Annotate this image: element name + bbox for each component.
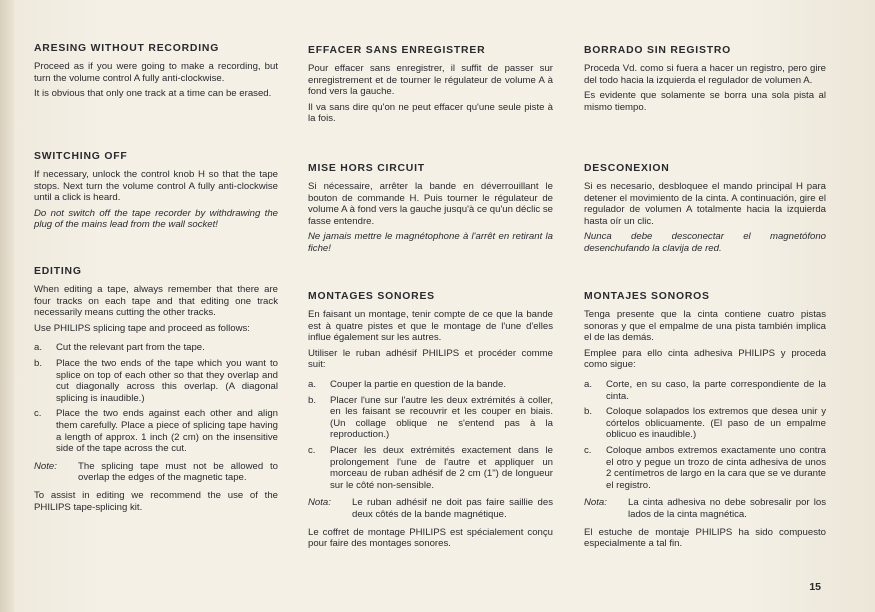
list-marker: a. bbox=[308, 378, 317, 390]
list-marker: a. bbox=[584, 378, 593, 390]
list-text: Couper la partie en question de la bande. bbox=[330, 378, 507, 390]
list-item bbox=[308, 395, 553, 441]
section-desconexion bbox=[584, 163, 826, 259]
section-title: MONTAJES SONOROS bbox=[584, 291, 710, 302]
section-title: MONTAGES SONORES bbox=[308, 291, 435, 302]
note-text: La cinta adhesiva no debe sobresalir por los lados de la cinta magnética. bbox=[628, 497, 826, 520]
warning-paragraph: Nunca debe desconectar el magnetófono desenchufando la clavija de red. bbox=[584, 231, 826, 254]
list-marker: b. bbox=[584, 406, 593, 418]
list-text: Cut the relevant part from the tape. bbox=[56, 342, 205, 354]
note-text: The splicing tape must not be allowed to overlap the edges of the magnetic tape. bbox=[78, 460, 278, 484]
paragraph: Si es necesario, desbloquee el mando principal H para detener el movimiento de la cinta. A continuación, gire el regulador de volumen A totalmente hacia la izquierda hasta oír un clic. bbox=[584, 181, 826, 227]
list-marker: a. bbox=[34, 342, 43, 354]
section-montajes bbox=[584, 291, 826, 554]
section-erasing bbox=[34, 43, 278, 104]
list-item bbox=[34, 358, 278, 404]
note-text: Le ruban adhésif ne doit pas faire saillie des deux côtés de la bande magnétique. bbox=[352, 497, 553, 520]
section-title: EFFACER SANS ENREGISTRER bbox=[308, 45, 486, 56]
list-item bbox=[584, 406, 826, 441]
list-item bbox=[584, 445, 826, 491]
section-borrado bbox=[584, 45, 826, 117]
steps-list bbox=[308, 379, 553, 491]
section-montages bbox=[308, 291, 553, 554]
list-marker: c. bbox=[584, 444, 592, 456]
list-text: Place the two ends against each other and align them carefully. Place a piece of splicing tape having a length of approx. 1 inch (2 cm) on the insensitive side of the tape across the cut. bbox=[56, 408, 278, 455]
paragraph: Il va sans dire qu'on ne peut effacer qu'une seule piste à la fois. bbox=[308, 101, 553, 125]
paragraph: En faisant un montage, tenir compte de ce que la bande est à quatre pistes et que le montage de l'une d'elles influe également sur les autres. bbox=[308, 309, 553, 344]
paragraph: It is obvious that only one track at a time can be erased. bbox=[34, 88, 272, 100]
list-text: Placer l'une sur l'autre les deux extrémités à coller, en les faisant se recouvrir et les couper en biais. (Un collage oblique ne s'entend pas à la reproduction.) bbox=[330, 394, 553, 441]
list-item bbox=[584, 379, 826, 402]
paragraph: Emplee para ello cinta adhesiva PHILIPS y proceda como sigue: bbox=[584, 347, 826, 371]
note-label: Nota: bbox=[584, 497, 607, 509]
note bbox=[34, 461, 278, 484]
list-text: Coloque solapados los extremos que desea unir y córtelos oblicuamente. (El paso de un empalme oblicuo es inaudible.) bbox=[606, 406, 826, 441]
list-text: Placer les deux extrémités exactement dans le prolongement l'une de l'autre et appliquer un morceau de ruban adhésif de 2 cm (1") de longueur sur le côté non-sensible. bbox=[330, 444, 553, 491]
paragraph: Si nécessaire, arrêter la bande en déverrouillant le bouton de commande H. Puis tourner le régulateur de volume A à fond vers la gauche jusqu'à ce qu'un déclic se fasse entendre. bbox=[308, 181, 553, 227]
list-text: Place the two ends of the tape which you want to splice on top of each other so that they overlap and cut diagonally across this overlap. (A diagonal splicing is inaudible.) bbox=[56, 357, 278, 404]
paragraph: Use PHILIPS splicing tape and proceed as follows: bbox=[34, 322, 250, 334]
page-number: 15 bbox=[809, 581, 821, 593]
list-text: Coloque ambos extremos exactamente uno contra el otro y pegue un trozo de cinta adhesiva de unos 2 centímetros de largo en la cara que se ve durante el registro. bbox=[606, 444, 826, 491]
paragraph: Le coffret de montage PHILIPS est spécialement conçu pour faire des montages sonores. bbox=[308, 526, 553, 550]
paragraph: Proceed as if you were going to make a recording, but turn the volume control A fully anti-clockwise. bbox=[34, 61, 278, 84]
list-item bbox=[308, 379, 553, 391]
section-mise-hors-circuit bbox=[308, 163, 553, 259]
list-item bbox=[308, 445, 553, 491]
list-item bbox=[34, 342, 278, 354]
section-editing bbox=[34, 266, 278, 517]
list-marker: c. bbox=[34, 408, 42, 420]
section-title: SWITCHING OFF bbox=[34, 151, 128, 162]
paragraph: Proceda Vd. como si fuera a hacer un registro, pero gire del todo hacia la izquierda el regulador de volumen A. bbox=[584, 63, 826, 86]
paragraph: Pour effacer sans enregistrer, il suffit de passer sur enregistrement et de tourner le régulateur de volume A à fond vers la gauche. bbox=[308, 63, 553, 98]
list-text: Corte, en su caso, la parte correspondiente de la cinta. bbox=[606, 378, 826, 402]
section-title: MISE HORS CIRCUIT bbox=[308, 163, 425, 174]
list-marker: c. bbox=[308, 444, 316, 456]
steps-list bbox=[34, 342, 278, 454]
note-label: Nota: bbox=[308, 497, 331, 509]
note bbox=[308, 497, 553, 520]
paragraph: To assist in editing we recommend the use of the PHILIPS tape-splicing kit. bbox=[34, 489, 278, 513]
warning-paragraph: Do not switch off the tape recorder by withdrawing the plug of the mains lead from the wall socket! bbox=[34, 207, 278, 231]
list-marker: b. bbox=[34, 357, 43, 369]
list-item bbox=[34, 408, 278, 454]
section-effacer bbox=[308, 45, 553, 129]
page-fold-shadow bbox=[0, 0, 14, 612]
note bbox=[584, 497, 826, 520]
paragraph: Utiliser le ruban adhésif PHILIPS et procéder comme suit: bbox=[308, 347, 553, 371]
paragraph: Tenga presente que la cinta contiene cuatro pistas sonoras y que el empalme de una pista también implica el de las demás. bbox=[584, 309, 826, 344]
note-label: Note: bbox=[34, 460, 57, 472]
list-marker: b. bbox=[308, 394, 317, 406]
paragraph: If necessary, unlock the control knob H so that the tape stops. Next turn the volume control A fully anti-clockwise until a click is heard. bbox=[34, 169, 278, 204]
section-title: EDITING bbox=[34, 266, 82, 277]
section-title: DESCONEXION bbox=[584, 163, 670, 174]
section-title: BORRADO SIN REGISTRO bbox=[584, 45, 732, 56]
section-switching-off bbox=[34, 151, 278, 235]
section-title: ARESING WITHOUT RECORDING bbox=[34, 43, 220, 54]
paragraph: El estuche de montaje PHILIPS ha sido compuesto especialmente a tal fin. bbox=[584, 526, 826, 550]
steps-list bbox=[584, 379, 826, 491]
paragraph: Es evidente que solamente se borra una sola pista al mismo tiempo. bbox=[584, 90, 826, 113]
paragraph: When editing a tape, always remember that there are four tracks on each tape and that editing one track necessarily means cutting the other tracks. bbox=[34, 284, 278, 319]
warning-paragraph: Ne jamais mettre le magnétophone à l'arrêt en retirant la fiche! bbox=[308, 231, 553, 254]
